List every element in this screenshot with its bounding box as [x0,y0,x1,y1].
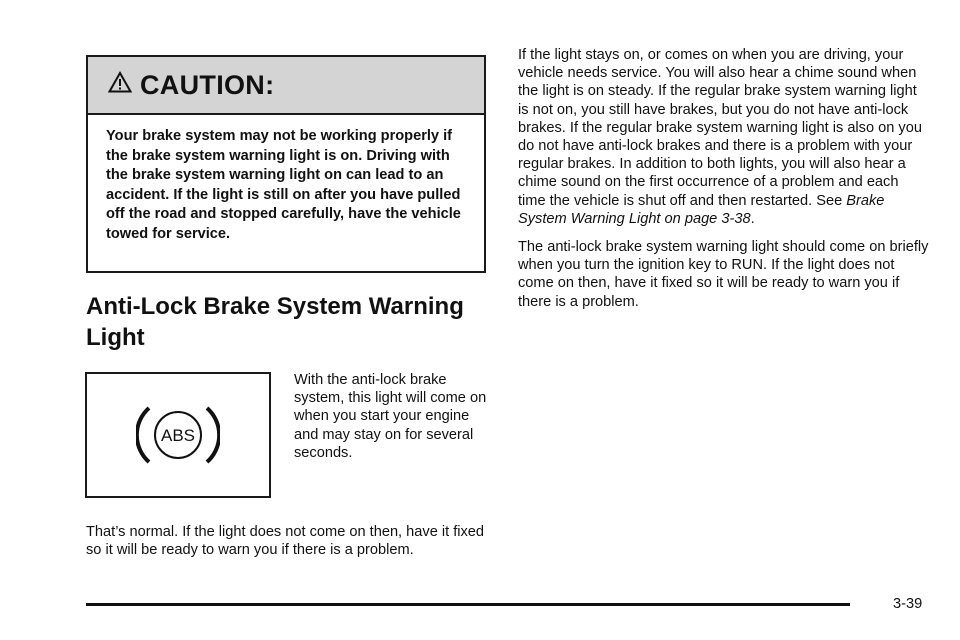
cross-reference-link[interactable]: Brake System Warning Light on page 3-38 [518,192,885,227]
right-column [518,46,930,321]
caution-box [86,55,486,273]
caution-header [88,57,484,115]
abs-label: ABS [160,426,196,445]
abs-figure [85,372,271,498]
caution-text: Your brake system may not be working properly if the brake system warning light is on. Driving with the brake system warning light on can lead to an accident. If the light is still on after you have pulled off the road and stopped carefully, have the vehicle towed for service. [106,128,461,242]
caution-title: CAUTION: [140,69,275,100]
section-heading: Anti-Lock Brake System Warning Light [86,293,464,351]
page-number: 3-39 [893,596,923,612]
abs-warning-light-icon [136,403,220,467]
ignition-paragraph: The anti-lock brake system warning light should come on briefly when you turn the ignition key to RUN. If the light does not come on then, have it fixed so it will be ready to warn you if there is a problem. [518,239,929,310]
footer-rule [86,603,850,606]
service-paragraph [518,46,930,228]
abs-normal-text: That’s normal. If the light does not come on then, have it fixed so it will be ready to warn you if there is a problem. [86,524,485,559]
abs-intro-text: With the anti-lock brake system, this light will come on when you start your engine and may stay on for several seconds. [294,372,487,461]
warning-triangle-icon [108,71,132,93]
service-text-end: . [750,210,755,227]
service-text: If the light stays on, or comes on when you are driving, your vehicle needs service. You will also hear a chime sound when the light is on steady. If the regular brake system warning light is not on, you still have brakes, but you do not have anti-lock brakes. If the regular brake system warning light is also on you do not have anti-lock brakes and there is a problem with your regular brakes. In addition to both lights, you will also hear a chime sound on the first occurrence of a problem and each time the vehicle is shut off and then restarted. See [518,47,922,209]
